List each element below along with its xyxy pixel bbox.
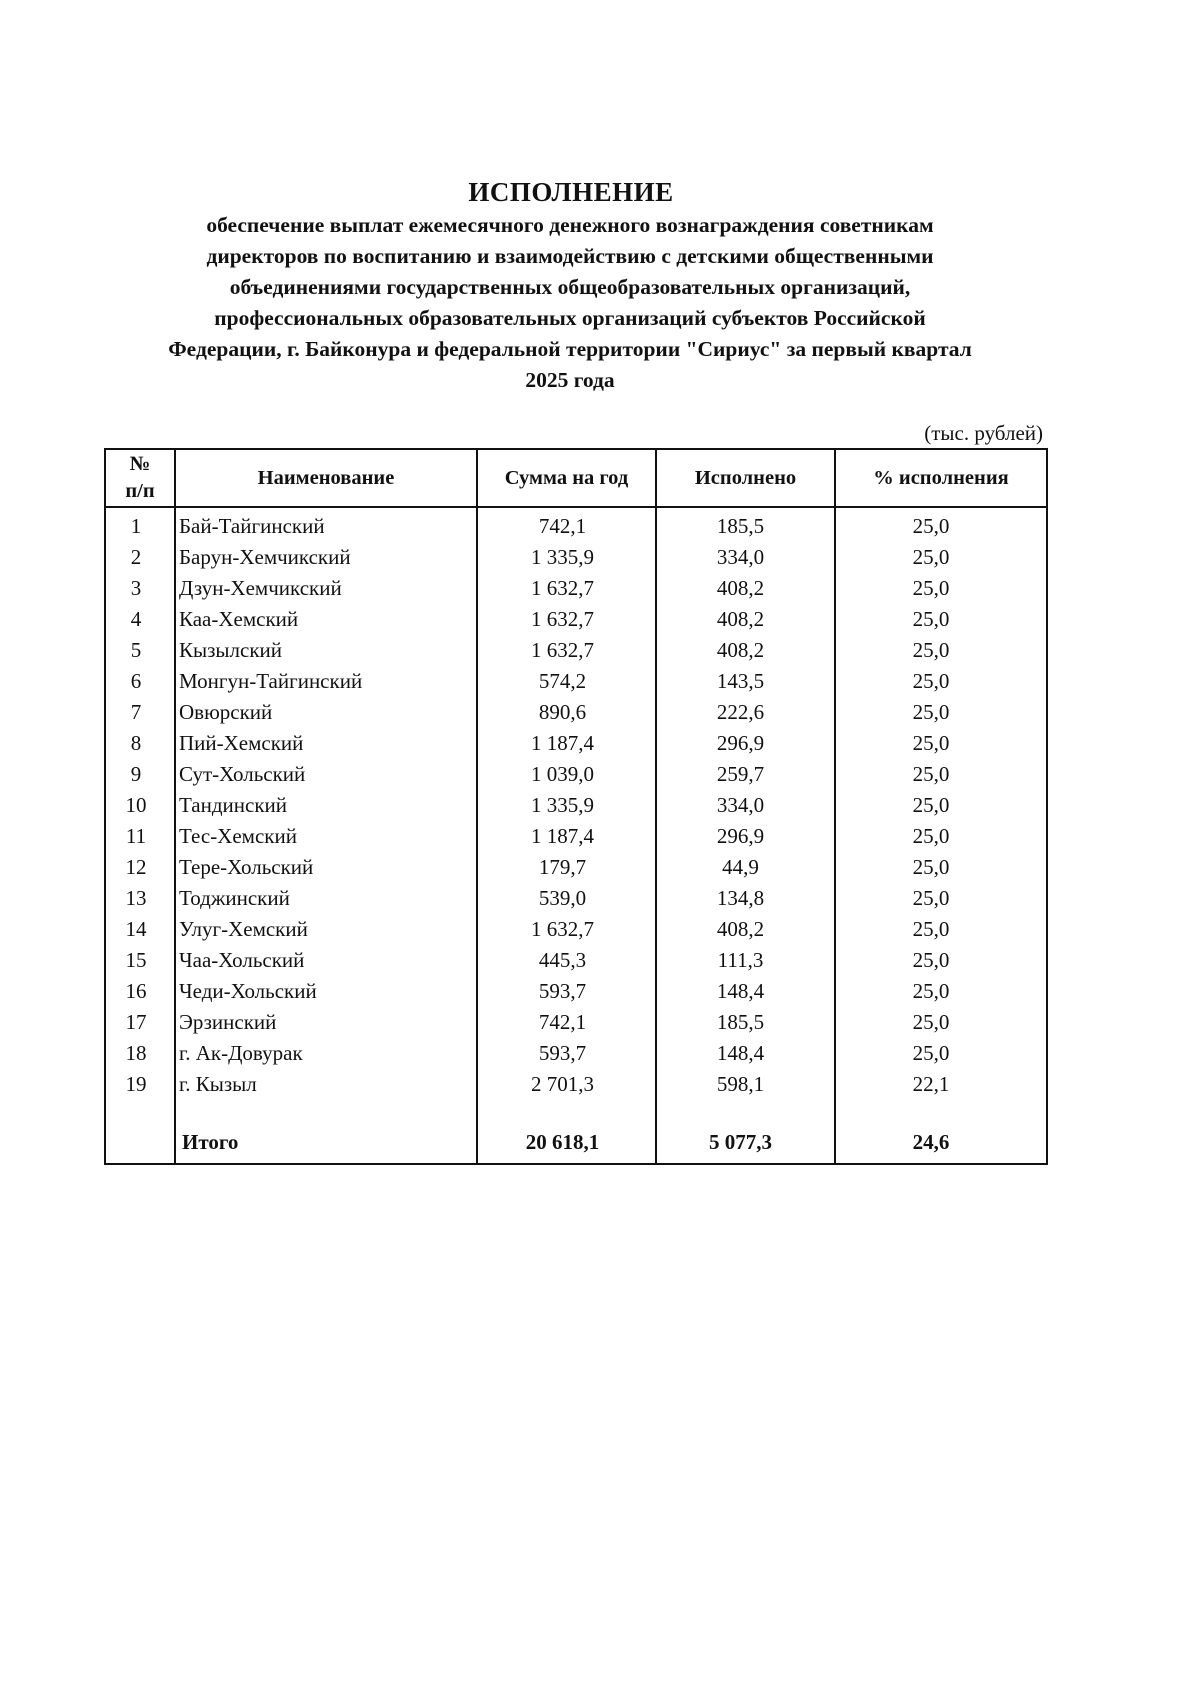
- row-annual: 890,6: [477, 697, 656, 728]
- row-name: Чаа-Хольский: [175, 945, 477, 976]
- subtitle-line: объединениями государственных общеобразовательных организаций,: [229, 275, 911, 299]
- row-name: Барун-Хемчикский: [175, 542, 477, 573]
- row-annual: 539,0: [477, 883, 656, 914]
- row-number: 11: [105, 821, 175, 852]
- table-row: [105, 1007, 1047, 1038]
- row-executed: 408,2: [656, 604, 835, 635]
- row-number: 2: [105, 542, 175, 573]
- row-executed: 148,4: [656, 1038, 835, 1069]
- row-percent: 25,0: [835, 883, 1047, 914]
- row-name: Улуг-Хемский: [175, 914, 477, 945]
- table-row: [105, 945, 1047, 976]
- row-annual: 1 335,9: [477, 790, 656, 821]
- row-number: 4: [105, 604, 175, 635]
- row-number: 18: [105, 1038, 175, 1069]
- row-percent: 25,0: [835, 507, 1047, 542]
- row-executed: 334,0: [656, 790, 835, 821]
- row-annual: 1 187,4: [477, 728, 656, 759]
- row-number: 1: [105, 507, 175, 542]
- row-number: 17: [105, 1007, 175, 1038]
- row-number: 12: [105, 852, 175, 883]
- row-percent: 25,0: [835, 604, 1047, 635]
- row-executed: 408,2: [656, 635, 835, 666]
- row-number: 19: [105, 1069, 175, 1100]
- row-executed: 222,6: [656, 697, 835, 728]
- row-annual: 179,7: [477, 852, 656, 883]
- row-percent: 25,0: [835, 635, 1047, 666]
- row-executed: 408,2: [656, 914, 835, 945]
- subtitle-line: 2025 года: [525, 368, 615, 392]
- header-annual: Сумма на год: [477, 449, 656, 507]
- subtitle-line: Федерации, г. Байконура и федеральной территории "Сириус" за первый квартал: [168, 337, 972, 361]
- row-annual: 1 632,7: [477, 914, 656, 945]
- row-percent: 25,0: [835, 821, 1047, 852]
- row-executed: 408,2: [656, 573, 835, 604]
- row-annual: 742,1: [477, 507, 656, 542]
- row-executed: 134,8: [656, 883, 835, 914]
- row-executed: 334,0: [656, 542, 835, 573]
- table-row: [105, 883, 1047, 914]
- row-executed: 148,4: [656, 976, 835, 1007]
- table-row: [105, 604, 1047, 635]
- row-executed: 44,9: [656, 852, 835, 883]
- table-header-row: [105, 449, 1047, 507]
- row-executed: 598,1: [656, 1069, 835, 1100]
- row-name: Эрзинский: [175, 1007, 477, 1038]
- total-executed: 5 077,3: [656, 1125, 835, 1164]
- row-annual: 1 632,7: [477, 573, 656, 604]
- row-percent: 25,0: [835, 542, 1047, 573]
- row-executed: 185,5: [656, 1007, 835, 1038]
- table-row: [105, 821, 1047, 852]
- row-annual: 1 632,7: [477, 635, 656, 666]
- total-annual: 20 618,1: [477, 1125, 656, 1164]
- row-annual: 574,2: [477, 666, 656, 697]
- row-percent: 25,0: [835, 945, 1047, 976]
- table-body: [105, 507, 1047, 1100]
- table-row: [105, 666, 1047, 697]
- row-name: Пий-Хемский: [175, 728, 477, 759]
- row-executed: 296,9: [656, 821, 835, 852]
- row-percent: 25,0: [835, 697, 1047, 728]
- header-number-line1: №: [129, 453, 151, 475]
- table-row: [105, 852, 1047, 883]
- subtitle-line: профессиональных образовательных организаций субъектов Российской: [214, 306, 926, 330]
- table-row: [105, 635, 1047, 666]
- row-annual: 1 335,9: [477, 542, 656, 573]
- header-executed: Исполнено: [656, 449, 835, 507]
- row-annual: 593,7: [477, 1038, 656, 1069]
- row-name: Каа-Хемский: [175, 604, 477, 635]
- table-row: [105, 542, 1047, 573]
- row-number: 5: [105, 635, 175, 666]
- units-label: (тыс. рублей): [924, 421, 1043, 445]
- row-executed: 143,5: [656, 666, 835, 697]
- row-percent: 25,0: [835, 852, 1047, 883]
- row-name: Тес-Хемский: [175, 821, 477, 852]
- row-percent: 25,0: [835, 914, 1047, 945]
- row-executed: 259,7: [656, 759, 835, 790]
- total-percent: 24,6: [835, 1125, 1047, 1164]
- total-number-cell: [105, 1125, 175, 1164]
- spacer-row: [105, 1100, 1047, 1125]
- row-name: г. Ак-Довурак: [175, 1038, 477, 1069]
- row-number: 7: [105, 697, 175, 728]
- table-row: [105, 1069, 1047, 1100]
- row-name: Дзун-Хемчикский: [175, 573, 477, 604]
- row-name: Кызылский: [175, 635, 477, 666]
- table-row: [105, 573, 1047, 604]
- row-percent: 25,0: [835, 1038, 1047, 1069]
- header-number: [105, 449, 175, 507]
- row-number: 3: [105, 573, 175, 604]
- row-name: Сут-Хольский: [175, 759, 477, 790]
- row-number: 13: [105, 883, 175, 914]
- row-percent: 25,0: [835, 1007, 1047, 1038]
- row-annual: 593,7: [477, 976, 656, 1007]
- row-name: Тере-Хольский: [175, 852, 477, 883]
- row-percent: 22,1: [835, 1069, 1047, 1100]
- table-row: [105, 914, 1047, 945]
- row-name: Чеди-Хольский: [175, 976, 477, 1007]
- table-row: [105, 759, 1047, 790]
- row-annual: 742,1: [477, 1007, 656, 1038]
- row-name: Бай-Тайгинский: [175, 507, 477, 542]
- execution-table: [104, 448, 1048, 1165]
- row-annual: 2 701,3: [477, 1069, 656, 1100]
- row-percent: 25,0: [835, 759, 1047, 790]
- row-percent: 25,0: [835, 573, 1047, 604]
- row-percent: 25,0: [835, 976, 1047, 1007]
- row-name: Монгун-Тайгинский: [175, 666, 477, 697]
- row-number: 16: [105, 976, 175, 1007]
- row-executed: 296,9: [656, 728, 835, 759]
- table-row: [105, 1038, 1047, 1069]
- row-number: 15: [105, 945, 175, 976]
- row-percent: 25,0: [835, 728, 1047, 759]
- header-number-line2: п/п: [125, 480, 155, 502]
- header-percent: % исполнения: [835, 449, 1047, 507]
- row-name: Овюрский: [175, 697, 477, 728]
- row-annual: 445,3: [477, 945, 656, 976]
- subtitle-line: директоров по воспитанию и взаимодействию с детскими общественными: [206, 244, 934, 268]
- row-number: 6: [105, 666, 175, 697]
- document-subtitle: [100, 210, 1040, 396]
- document-title: ИСПОЛНЕНИЕ: [468, 177, 674, 207]
- row-executed: 185,5: [656, 507, 835, 542]
- subtitle-line: обеспечение выплат ежемесячного денежного вознаграждения советникам: [206, 213, 934, 237]
- row-annual: 1 187,4: [477, 821, 656, 852]
- row-executed: 111,3: [656, 945, 835, 976]
- total-label: Итого: [175, 1125, 477, 1164]
- row-percent: 25,0: [835, 790, 1047, 821]
- row-number: 8: [105, 728, 175, 759]
- table-row: [105, 507, 1047, 542]
- table-row: [105, 728, 1047, 759]
- row-number: 14: [105, 914, 175, 945]
- row-number: 10: [105, 790, 175, 821]
- row-name: Тоджинский: [175, 883, 477, 914]
- header-name: Наименование: [175, 449, 477, 507]
- row-name: Тандинский: [175, 790, 477, 821]
- table-row: [105, 976, 1047, 1007]
- table-row: [105, 790, 1047, 821]
- row-percent: 25,0: [835, 666, 1047, 697]
- table-row: [105, 697, 1047, 728]
- total-row: [105, 1125, 1047, 1164]
- row-annual: 1 632,7: [477, 604, 656, 635]
- row-annual: 1 039,0: [477, 759, 656, 790]
- row-number: 9: [105, 759, 175, 790]
- row-name: г. Кызыл: [175, 1069, 477, 1100]
